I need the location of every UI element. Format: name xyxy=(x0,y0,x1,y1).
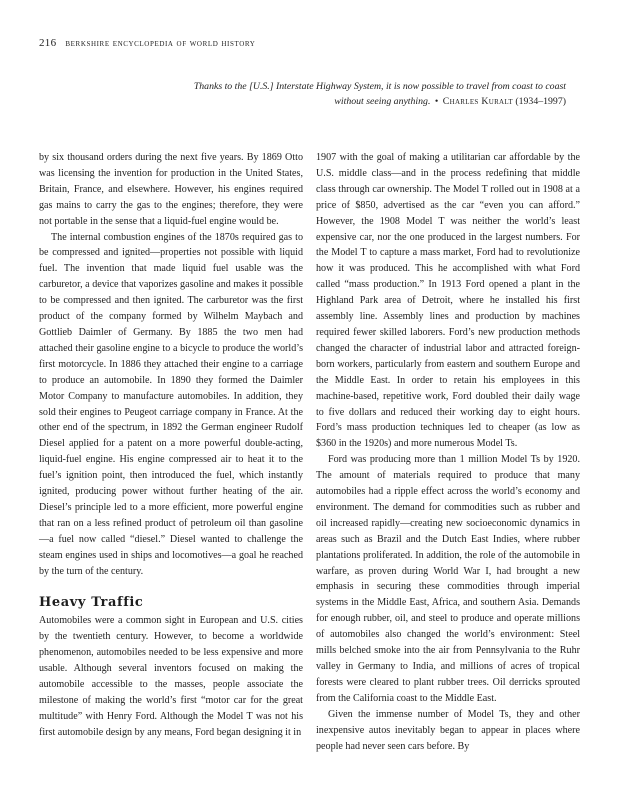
left-paragraph-3: Automobiles were a common sight in European and U.S. cities by the twentieth century. However, to become a worldwide phenomenon, automobiles needed to be less expensive and more usable. Although several inventors focused on making the automobile accessible to the masses, people associate the milestone of making the world’s first “motor car for the great multitude” with Henry Ford. Although the Model T was not his first automobile design by any means, Ford began designing it in xyxy=(39,615,303,738)
quote-text: Thanks to the [U.S.] Interstate Highway System, it is now possible to travel from coast to coast without seeing anything. xyxy=(193,81,566,108)
right-column xyxy=(316,150,580,754)
quote-dates: (1934–1997) xyxy=(515,96,566,108)
right-paragraph-2: Ford was producing more than 1 million Model Ts by 1920. The amount of materials required to produce that many automobiles had a ripple effect across the world’s economy and environment. The demand for commodities such as rubber and oil increased rapidly—creating new socioeconomic dynamics in areas such as Brazil and the Dutch East Indies, where rubber plantations proliferated. In addition, the role of the automobile in warfare, as proven during World War I, had brought a new emphasis in securing these commodities through imperial systems in the Middle East, Africa, and southern Asia. Demands for enough rubber, oil, and steel to produce and operate millions of automobiles also changed the world’s environment: Steel mills belched smoke into the air from Pennsylvania to the Ruhr valley in Germany to India, and millions of acres of tropical forests were cleared to plant rubber trees. Oil derricks sprouted from the California coast to the Middle East. xyxy=(316,454,580,704)
left-column xyxy=(39,150,303,741)
page-number: 216 xyxy=(39,37,57,49)
section-heading: Heavy Traffic xyxy=(39,595,144,611)
right-paragraph-1: 1907 with the goal of making a utilitarian car affordable by the U.S. middle class—and in the process redefining that middle class through car ownership. The Model T rolled out in 1908 at a price of $850, advertised as the car “even you can afford.” However, the 1908 Model T was neither the world’s least expensive car, nor the one produced in the largest numbers. For the Model T to capture a mass market, Ford had to revolutionize how it was produced. This he accomplished with what Ford called “mass production.” In 1913 Ford opened a plant in the Highland Park area of Detroit, where he installed his first assembly line. Assembly lines and production by machines required fewer skilled laborers. Ford’s new production methods changed the character of industrial labor and attracted foreign-born workers, particularly from eastern and southern Europe and the Middle East. In order to retain his employees in this machine-based, repetitive work, Ford doubled their daily wage to five dollars and reduced their working day to eight hours. Ford’s mass production techniques led to cheaper (as low as $360 in the 1920s) and more numerous Model Ts. xyxy=(316,152,580,450)
epigraph-quote xyxy=(190,79,566,110)
left-paragraph-2: The internal combustion engines of the 1870s required gas to be compressed and ignited—properties not possible with liquid fuel. The invention that made liquid fuel usable was the carburetor, a device that vaporizes gasoline and makes it possible to be compressed and then ignited. The carburetor was the first product of the company formed by Wilhelm Maybach and Gottlieb Daimler of Germany. By 1885 the two men had attached their gasoline engine to a bicycle to produce the world’s first motorcycle. In 1886 they attached their engine to a carriage to produce an automobile. In 1890 they formed the Daimler Motor Company to manufacture automobiles. In addition, they sold their engines to Peugeot carriage company in France. At the other end of the spectrum, in 1892 the German engineer Rudolf Diesel applied for a patent on a more powerful double-acting, liquid-fuel engine. His engine compressed air to heat it to the fuel’s ignition point, then introduced the fuel, which instantly ignited, producing power without further heating of the air. Diesel’s principle led to a more efficient, more powerful engine that ran on a less refined product of petroleum oil than gasoline—a fuel now called “diesel.” Diesel wanted to challenge the steam engines used in ships and locomotives—a goal he reached by the turn of the century. xyxy=(39,231,303,577)
left-paragraph-1: by six thousand orders during the next five years. By 1869 Otto was licensing the invention for production in the United States, Britain, France, and elsewhere. However, his engines required gas mains to carry the gas to the engines; therefore, they were not portable in the sense that a liquid-fuel engine would be. xyxy=(39,152,303,227)
right-paragraph-3: Given the immense number of Model Ts, they and other inexpensive autos inevitably began to appear in places where people had never seen cars before. By xyxy=(316,708,580,752)
book-title: berkshire encyclopedia of world history xyxy=(65,38,256,49)
quote-author: Charles Kuralt xyxy=(442,96,513,108)
running-header xyxy=(39,37,579,49)
quote-bullet: • xyxy=(434,96,439,108)
